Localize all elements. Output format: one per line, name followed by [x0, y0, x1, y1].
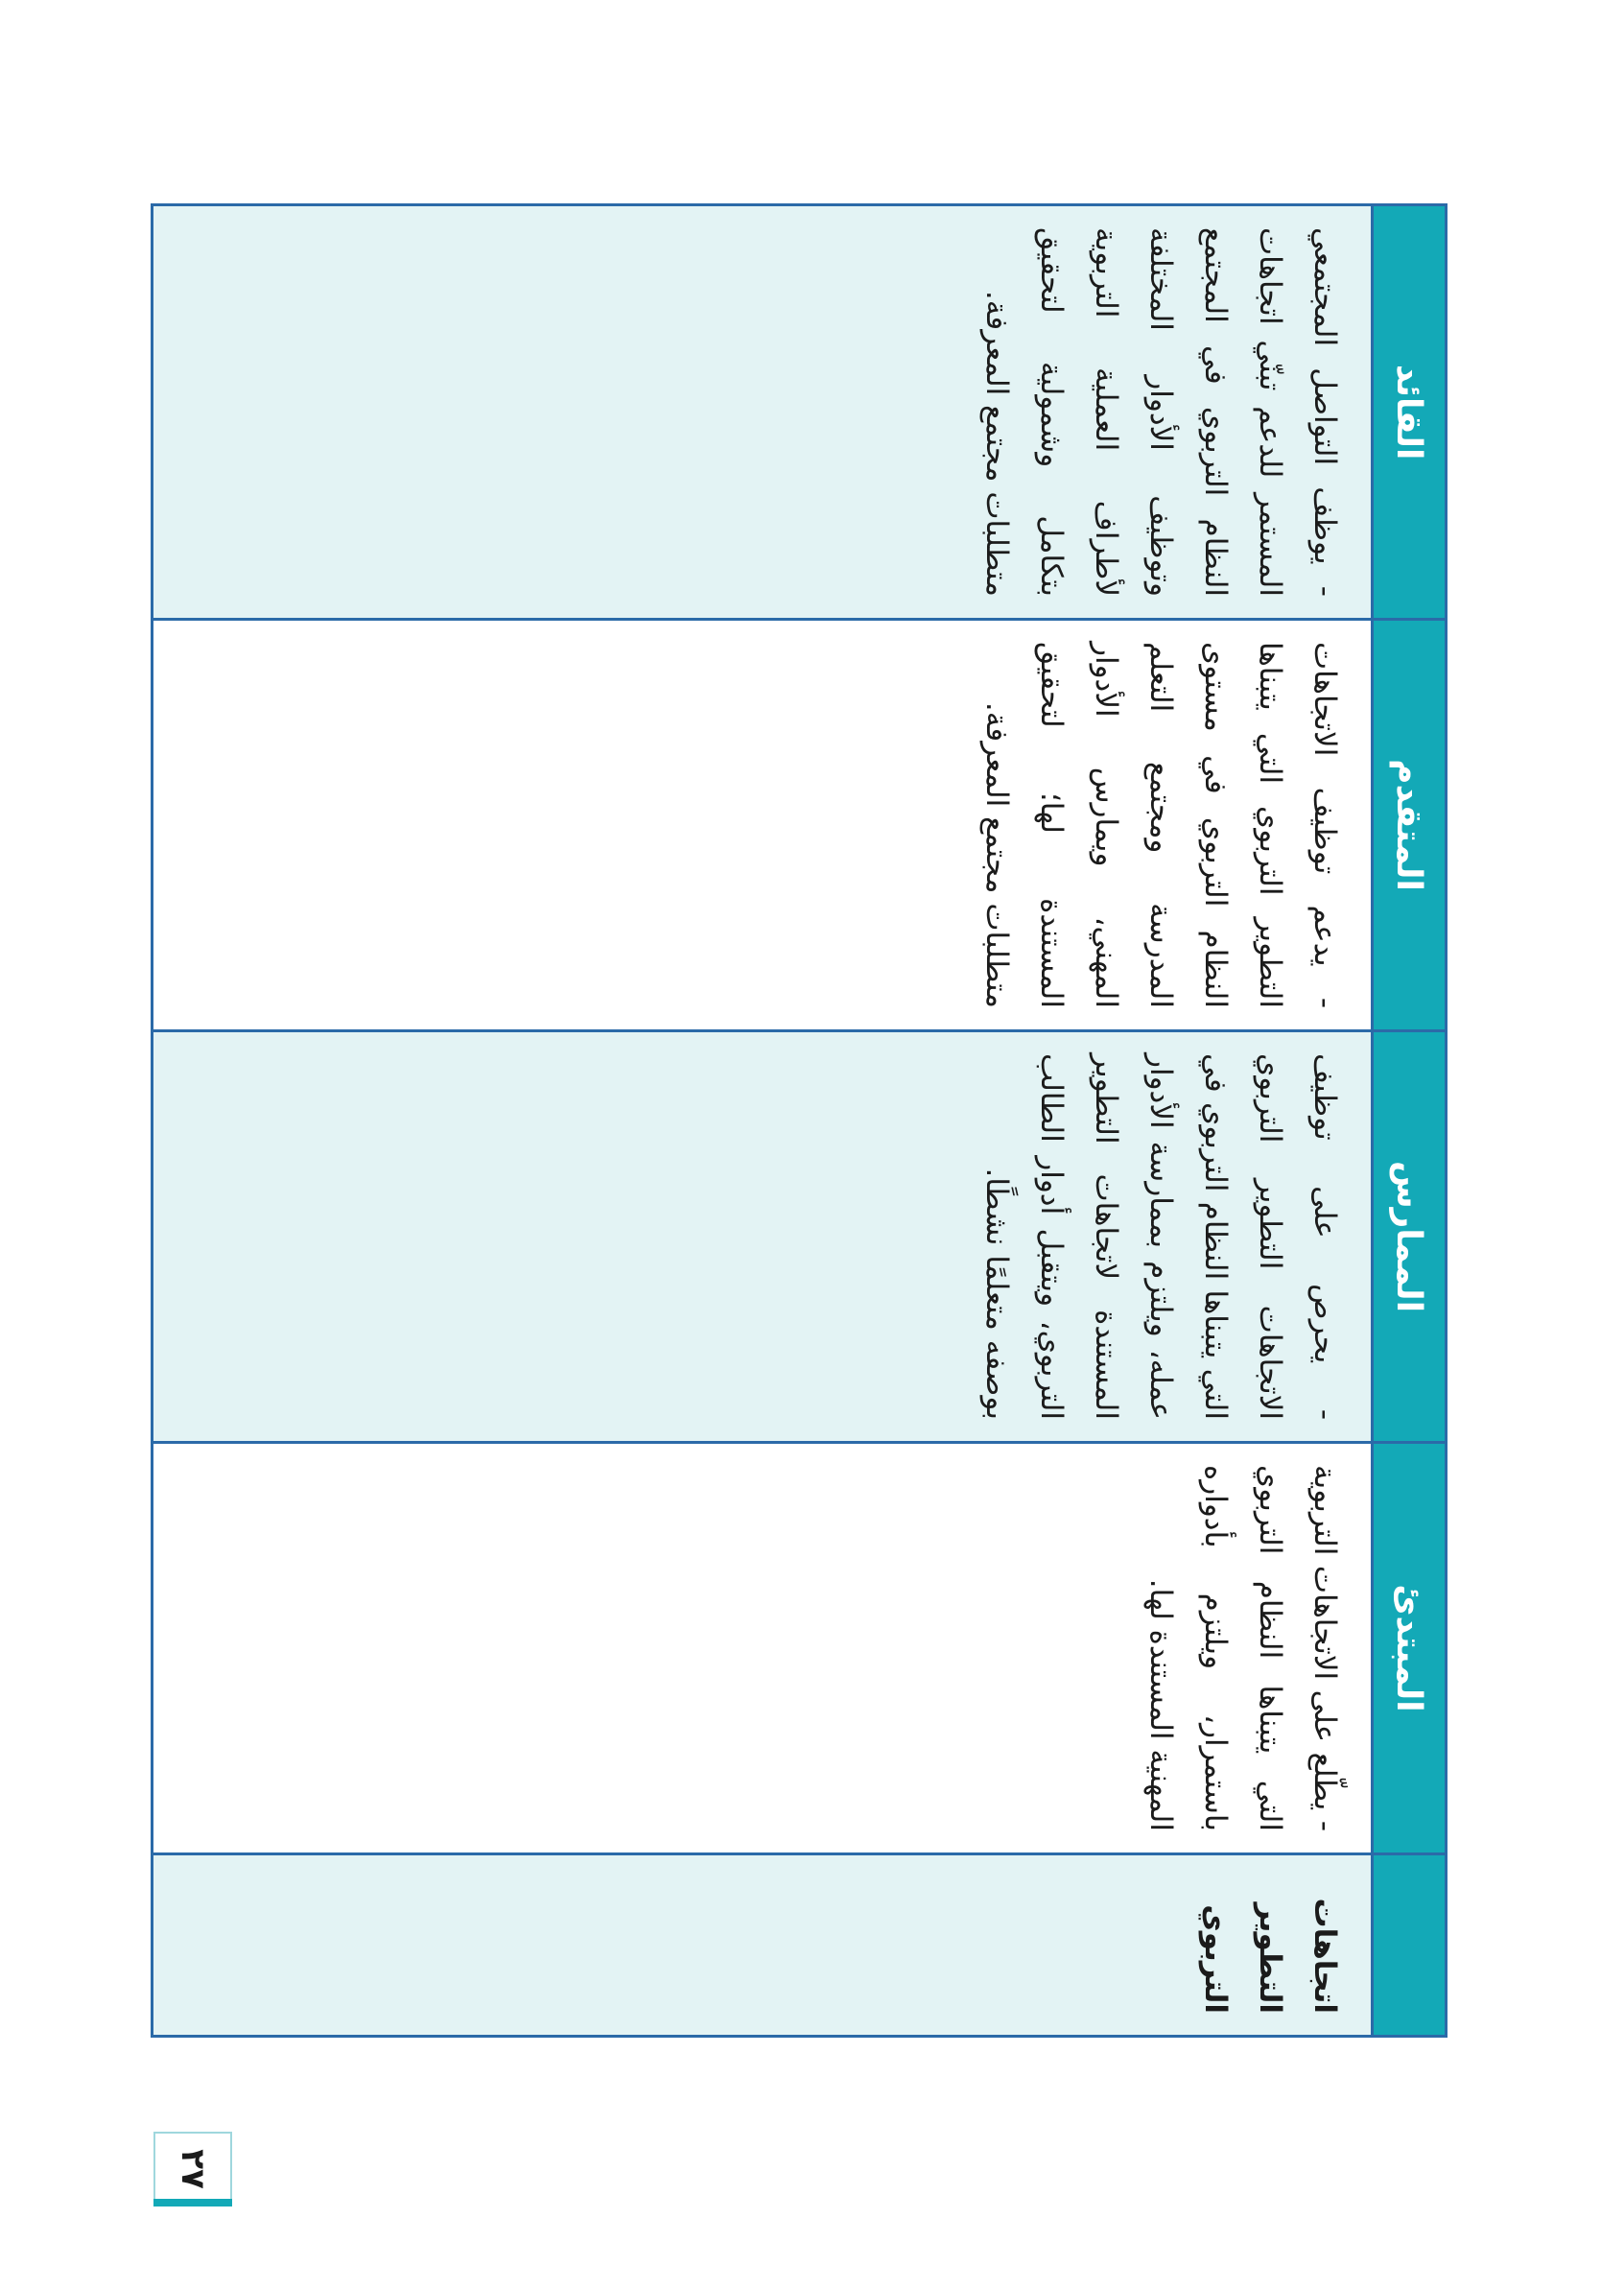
header-label-cell [1374, 1852, 1445, 2035]
cell-leader: - يوظف التواصل المجتمعي المستمر للدعم تبنّي اتجاهات النظام التربوي في المجتمع وتوظيف الأدوار المختلفة لأطراف العملية التربوية بتكامل وشمولية لتحقيق متطلبات مجتمع المعرفة. [153, 206, 1371, 618]
page-number-accent-bar [153, 2199, 232, 2206]
cell-advanced: - يدعم توظيف الاتجاهات التطوير التربوي التي يتبناها النظام التربوي في مستوى المدرسة ومجتمع التعلم المهني، ويمارس الأدوار المستندة لها؛ لتحقيق متطلبات مجتمع المعرفة. [153, 618, 1371, 1029]
header-advanced: المتقدم [1374, 618, 1445, 1029]
cell-novice: - يطّلع على الاتجاهات التربوية التي يتبناها النظام التربوي باستمرار، ويلتزم بأدواره المهنية المستندة لها. [153, 1441, 1371, 1852]
header-leader: القائد [1389, 364, 1429, 460]
header-novice: المبتدئ [1374, 1441, 1445, 1852]
standards-table-content [153, 206, 1445, 2035]
standards-table [151, 203, 1447, 2038]
page-number-badge [153, 2132, 232, 2206]
row-label: اتجاهات التطوير التربوي [153, 1852, 1371, 2035]
header-practitioner: الممارس [1374, 1029, 1445, 1441]
page-number: ٢٧ [173, 2149, 212, 2189]
table-row [153, 206, 1371, 2035]
table-header-row [1371, 206, 1445, 2035]
cell-practitioner: - يحرص على توظيف الاتجاهات التطوير التربوي التي يتبناها النظام التربوي في عمله، ويلتزم بممارسة الأدوار المستندة لاتجاهات التطوير التربوي، ويتقبل أدوار الطالب بوصفه متعلمًا نشطًا. [153, 1029, 1371, 1441]
